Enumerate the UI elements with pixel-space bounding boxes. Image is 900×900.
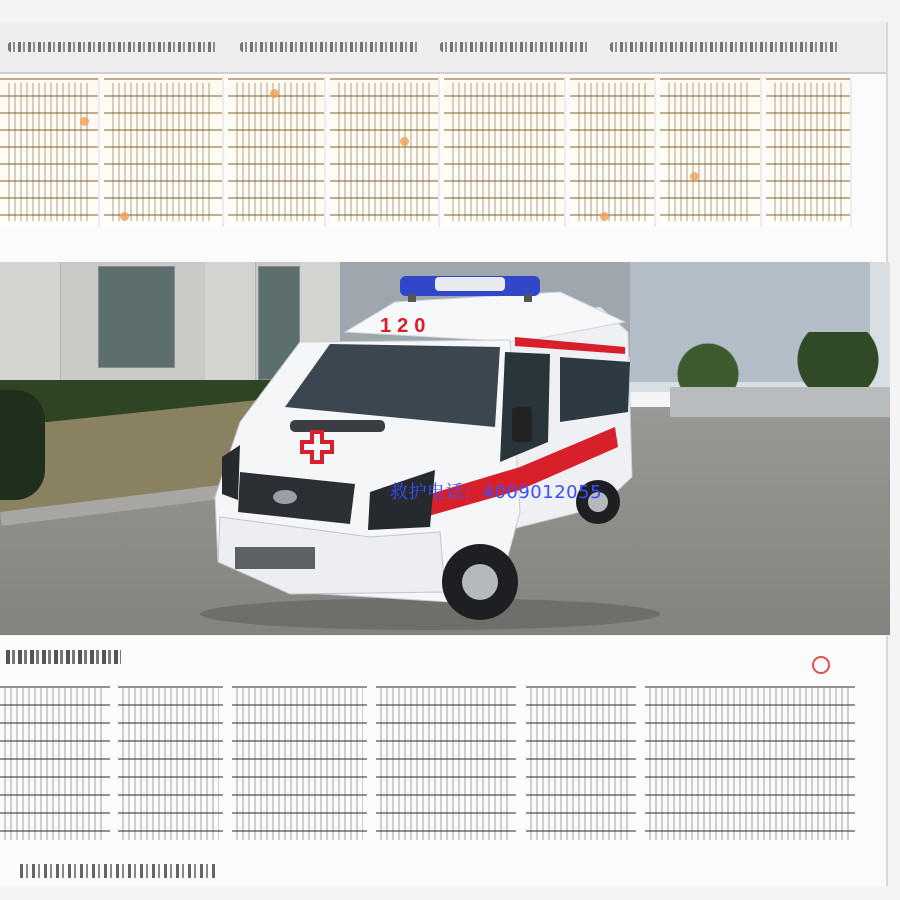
garbled-column xyxy=(104,77,224,227)
garbled-column xyxy=(570,77,656,227)
garbled-column xyxy=(0,77,100,227)
top-text-panel xyxy=(0,22,888,262)
lower-grille xyxy=(235,547,315,569)
garbled-column xyxy=(0,684,110,844)
garbled-text xyxy=(8,42,218,52)
roof-number: 120 xyxy=(380,315,432,337)
garbled-column xyxy=(645,684,855,844)
garbled-heading xyxy=(6,650,121,664)
side-mirror xyxy=(512,407,532,442)
garbled-column xyxy=(330,77,440,227)
contact-overlay-text: 救护电话：4009012055 xyxy=(390,482,603,503)
orange-mark xyxy=(600,212,609,221)
orange-mark xyxy=(270,89,279,98)
garbled-column xyxy=(526,684,636,844)
front-wheel-rim xyxy=(462,564,498,600)
red-circle-icon xyxy=(812,656,830,674)
garbled-text xyxy=(610,42,840,52)
orange-mark xyxy=(690,172,699,181)
headlight-left xyxy=(222,445,240,500)
bottom-text-panel xyxy=(0,636,888,886)
garbled-column xyxy=(766,77,852,227)
garbled-column xyxy=(232,684,367,844)
garbled-column xyxy=(228,77,326,227)
side-window xyxy=(560,357,630,422)
garbled-column xyxy=(660,77,762,227)
orange-mark xyxy=(120,212,129,221)
garbled-text xyxy=(440,42,590,52)
ford-logo xyxy=(273,490,297,504)
top-header-strip xyxy=(0,22,886,74)
orange-mark xyxy=(400,137,409,146)
garbled-column xyxy=(118,684,223,844)
garbled-columns xyxy=(0,77,860,237)
ambulance-photo xyxy=(0,262,890,635)
orange-mark xyxy=(80,117,89,126)
garbled-column xyxy=(376,684,516,844)
garbled-footer xyxy=(20,864,215,878)
ambulance-van xyxy=(0,262,890,635)
hood-vent xyxy=(290,420,385,432)
garbled-text xyxy=(240,42,420,52)
garbled-column xyxy=(444,77,566,227)
